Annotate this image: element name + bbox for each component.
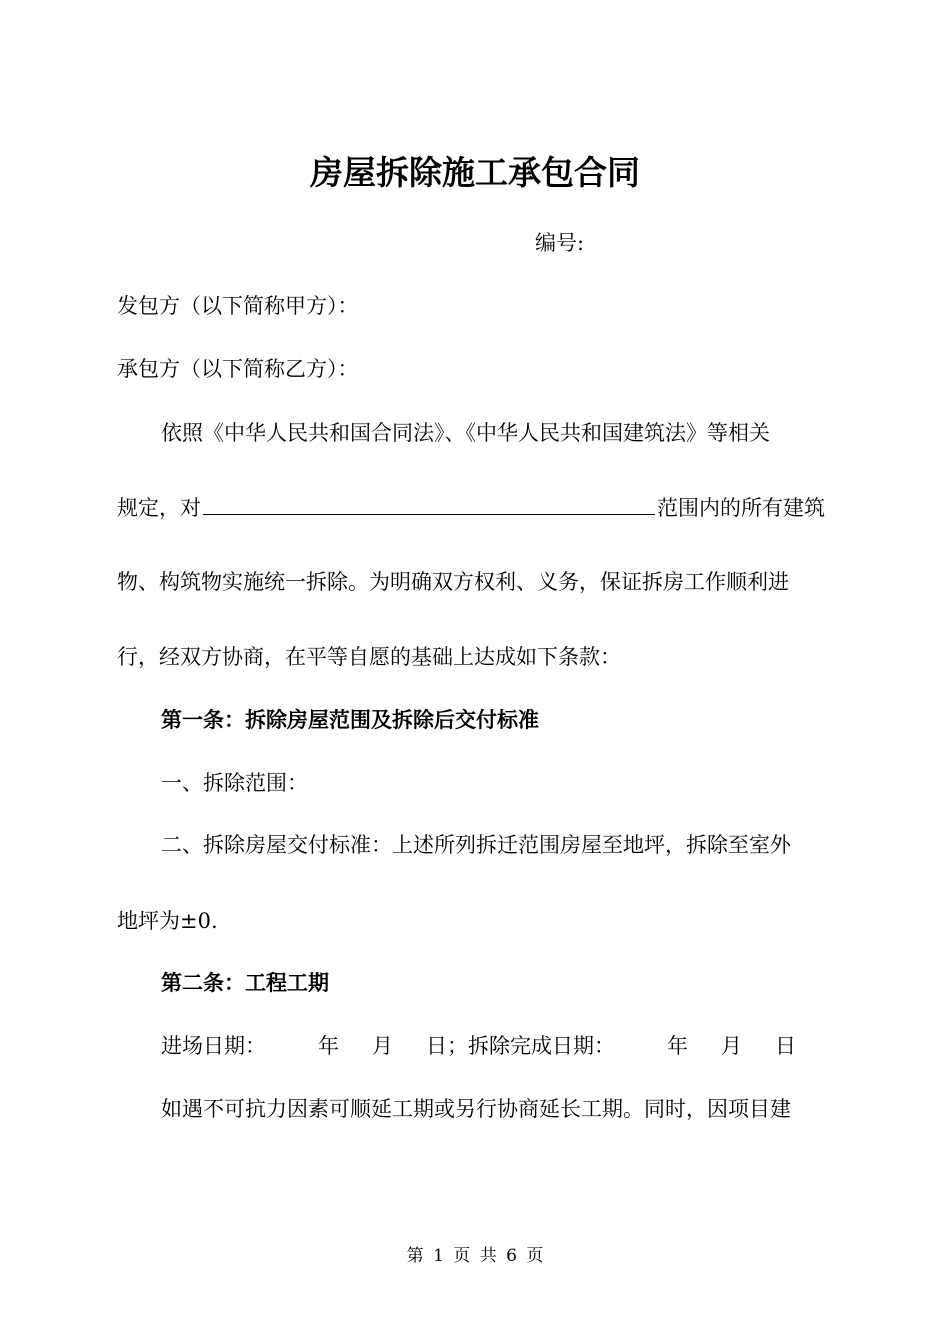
article-1-item-2-line-1: 二、拆除房屋交付标准：上述所列拆迁范围房屋至地坪，拆除至室外 xyxy=(161,833,791,857)
party-b-line: 承包方（以下简称乙方）： xyxy=(117,357,359,381)
intro-line-3: 物、构筑物实施统一拆除。为明确双方权利、义务，保证拆房工作顺利进 xyxy=(117,570,789,594)
page-footer: 第 1 页 共 6 页 xyxy=(406,1246,544,1266)
contract-number-label: 编号: xyxy=(535,231,585,255)
complete-year: 年 xyxy=(667,1034,688,1058)
entry-year: 年 xyxy=(318,1034,339,1058)
intro-line-2-suffix: 范围内的所有建筑 xyxy=(657,496,825,520)
party-a-line: 发包方（以下简称甲方）： xyxy=(117,294,359,318)
document-title: 房屋拆除施工承包合同 xyxy=(310,153,640,192)
delay-clause-line: 如遇不可抗力因素可顺延工期或另行协商延长工期。同时，因项目建 xyxy=(161,1097,791,1121)
entry-date-label: 进场日期： xyxy=(161,1034,266,1058)
complete-date-label: 拆除完成日期： xyxy=(468,1034,615,1058)
schedule-line xyxy=(161,1033,796,1059)
complete-day: 日 xyxy=(775,1034,796,1058)
entry-month: 月 xyxy=(372,1034,393,1058)
intro-line-1: 依照《中华人民共和国合同法》、《中华人民共和国建筑法》等相关 xyxy=(161,421,770,445)
article-1-item-2-line-2: 地坪为±0. xyxy=(117,909,218,933)
scope-blank-field xyxy=(203,494,655,515)
article-1-heading: 第一条：拆除房屋范围及拆除后交付标准 xyxy=(161,707,539,732)
article-1-item-1: 一、拆除范围： xyxy=(161,771,308,795)
intro-line-4: 行，经双方协商，在平等自愿的基础上达成如下条款： xyxy=(117,645,621,669)
complete-month: 月 xyxy=(721,1034,742,1058)
article-2-heading: 第二条：工程工期 xyxy=(161,970,329,995)
intro-line-2-prefix: 规定，对 xyxy=(117,496,201,520)
intro-line-2 xyxy=(117,494,825,521)
entry-day: 日； xyxy=(426,1034,468,1058)
